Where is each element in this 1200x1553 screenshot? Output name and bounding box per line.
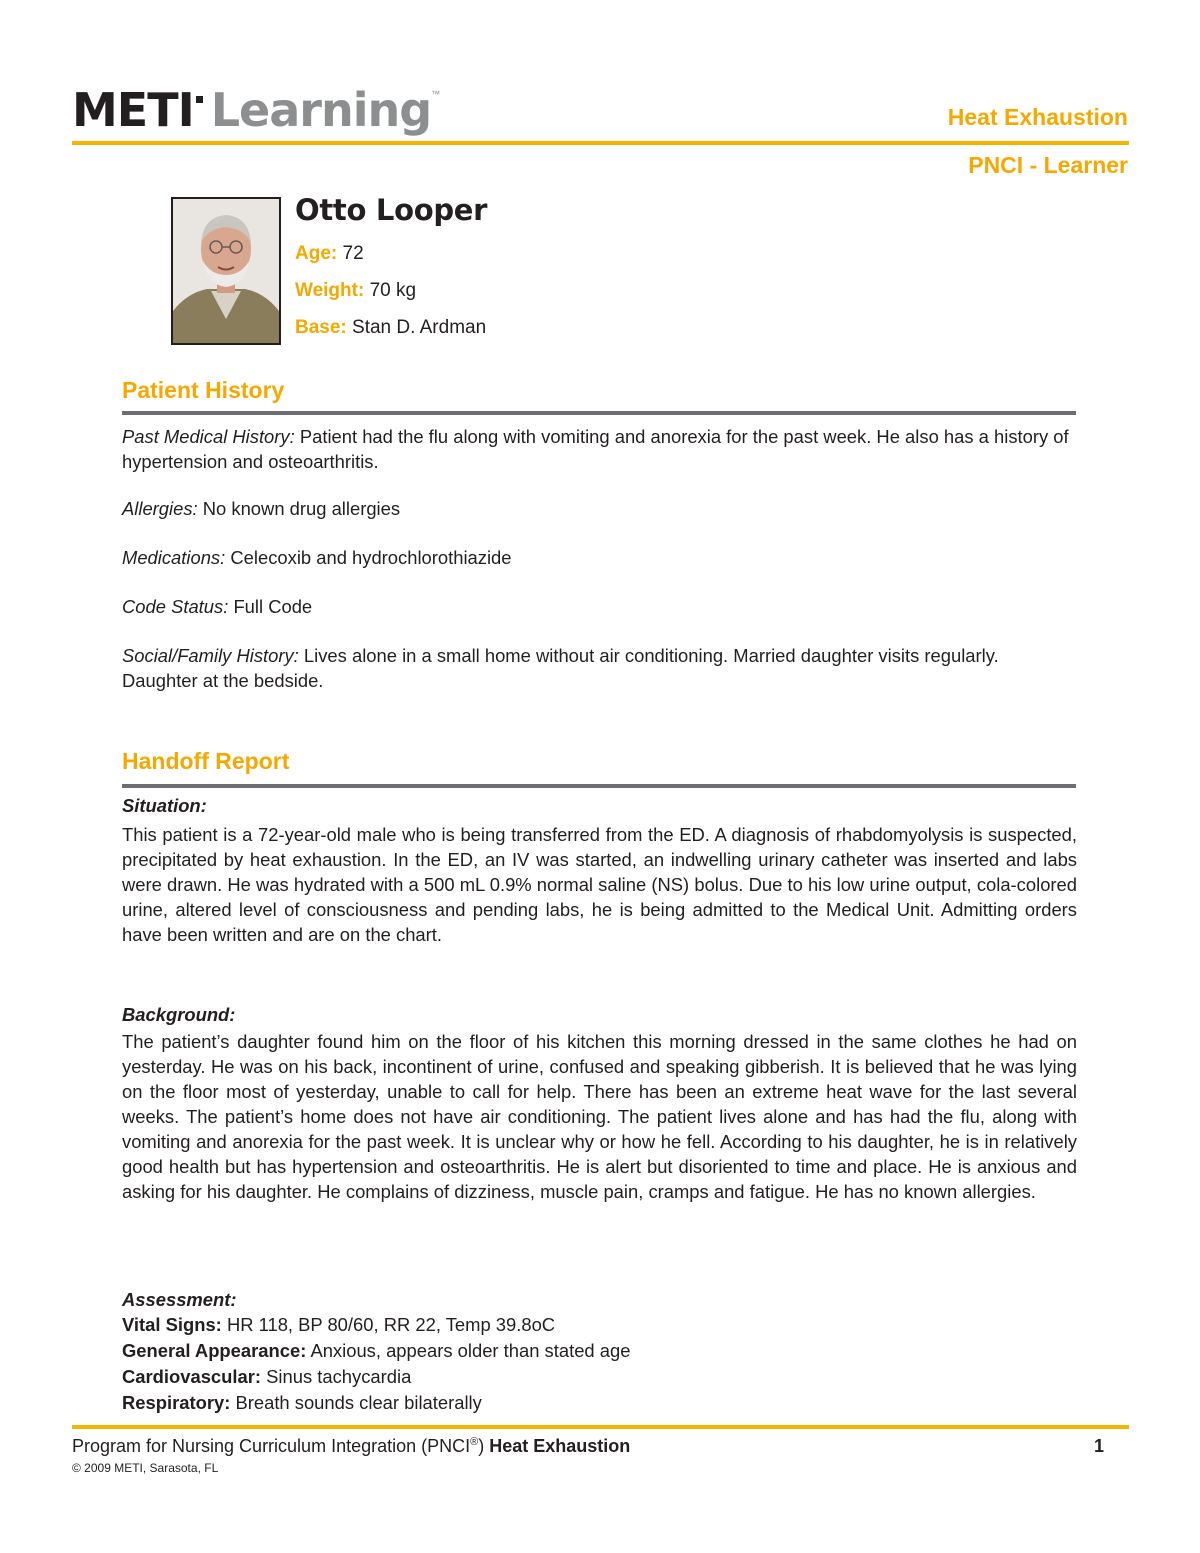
footer-program-bold: Heat Exhaustion — [489, 1436, 631, 1456]
footer-registered-mark: ® — [470, 1436, 479, 1448]
logo-trademark: ™ — [431, 89, 441, 99]
patient-base — [295, 317, 486, 339]
allergies-text: No known drug allergies — [202, 498, 401, 519]
cardiovascular-label: Cardiovascular: — [122, 1366, 262, 1387]
logo-dot-icon — [196, 96, 203, 103]
allergies-label: Allergies: — [122, 498, 198, 519]
patient-age — [295, 243, 364, 265]
patient-photo — [171, 197, 281, 345]
patient-history-rule — [122, 411, 1076, 415]
social-label: Social/Family History: — [122, 645, 299, 666]
social-text: Lives alone in a small home without air conditioning. Married daughter visits regularly. Daughter at the bedside. — [122, 645, 999, 691]
cardiovascular-text: Sinus tachycardia — [266, 1366, 412, 1387]
logo-meti-text: METI — [72, 83, 194, 137]
weight-value: 70 kg — [369, 280, 417, 301]
code-status-label: Code Status: — [122, 596, 229, 617]
patient-name: Otto Looper — [295, 193, 488, 227]
medications-label: Medications: — [122, 547, 226, 568]
meti-learning-logo — [72, 84, 440, 136]
age-label: Age: — [295, 243, 338, 264]
pmh-text: Patient had the flu along with vomiting and anorexia for the past week. He also has a history of hypertension and osteoarthritis. — [122, 426, 1069, 472]
base-label: Base: — [295, 317, 347, 338]
respiratory — [122, 1392, 482, 1414]
handoff-report-rule — [122, 784, 1076, 788]
vital-signs-text: HR 118, BP 80/60, RR 22, Temp 39.8oC — [226, 1314, 556, 1335]
pmh-label: Past Medical History: — [122, 426, 295, 447]
medications — [122, 545, 1077, 570]
medications-text: Celecoxib and hydrochlorothiazide — [230, 547, 512, 568]
footer-rule — [72, 1425, 1129, 1429]
footer-program-text: Program for Nursing Curriculum Integration (PNCI — [72, 1436, 471, 1456]
general-appearance — [122, 1340, 630, 1362]
logo-learning-text: Learning — [210, 83, 432, 137]
patient-weight — [295, 280, 416, 302]
document-title: Heat Exhaustion — [947, 104, 1128, 130]
vital-signs — [122, 1314, 555, 1336]
footer-program-close: ) — [478, 1436, 485, 1456]
patient-history-heading: Patient History — [122, 377, 285, 403]
patient-portrait-icon — [173, 199, 279, 343]
header-rule — [72, 141, 1129, 145]
respiratory-label: Respiratory: — [122, 1392, 231, 1413]
footer-copyright: © 2009 METI, Sarasota, FL — [72, 1461, 219, 1475]
background-text: The patient’s daughter found him on the floor of his kitchen this morning dressed in the same clothes he had on yesterday. He was on his back, incontinent of urine, confused and speaking gibberish. It is believed that he was lying on the floor most of yesterday, unable to call for help. There has been an extreme heat wave for the last several weeks. The patient’s home does not have air conditioning. The patient lives alone and has had the flu, along with vomiting and anorexia for the past week. It is unclear why or how he fell. According to his daughter, he is in relatively good health but has hypertension and osteoarthritis. He is alert but disoriented to time and place. He is anxious and asking for his daughter. He complains of dizziness, muscle pain, cramps and fatigue. He has no known allergies. — [122, 1031, 1077, 1202]
age-value: 72 — [342, 243, 364, 264]
allergies — [122, 496, 1077, 521]
respiratory-text: Breath sounds clear bilaterally — [235, 1392, 482, 1413]
handoff-report-heading: Handoff Report — [122, 748, 290, 774]
weight-label: Weight: — [295, 280, 365, 301]
cardiovascular — [122, 1366, 411, 1388]
general-appearance-label: General Appearance: — [122, 1340, 307, 1361]
situation-text: This patient is a 72-year-old male who is being transferred from the ED. A diagnosis of rhabdomyolysis is suspected, precipitated by heat exhaustion. In the ED, an IV was started, an indwelling urinary catheter was inserted and labs were drawn. He was hydrated with a 500 mL 0.9% normal saline (NS) bolus. Due to his low urine output, cola-colored urine, altered level of consciousness and pending labs, he is being admitted to the Medical Unit. Admitting orders have been written and are on the chart. — [122, 824, 1077, 945]
assessment-label: Assessment: — [122, 1289, 237, 1310]
footer-program — [72, 1436, 630, 1457]
social-family-history — [122, 643, 1077, 693]
base-value: Stan D. Ardman — [352, 317, 487, 338]
general-appearance-text: Anxious, appears older than stated age — [310, 1340, 631, 1361]
code-status-text: Full Code — [233, 596, 313, 617]
situation-label: Situation: — [122, 795, 207, 816]
code-status — [122, 594, 1077, 619]
past-medical-history — [122, 424, 1077, 474]
vital-signs-label: Vital Signs: — [122, 1314, 222, 1335]
background-label: Background: — [122, 1004, 236, 1025]
page-number: 1 — [1094, 1436, 1105, 1456]
document-subtitle: PNCI - Learner — [968, 152, 1128, 178]
